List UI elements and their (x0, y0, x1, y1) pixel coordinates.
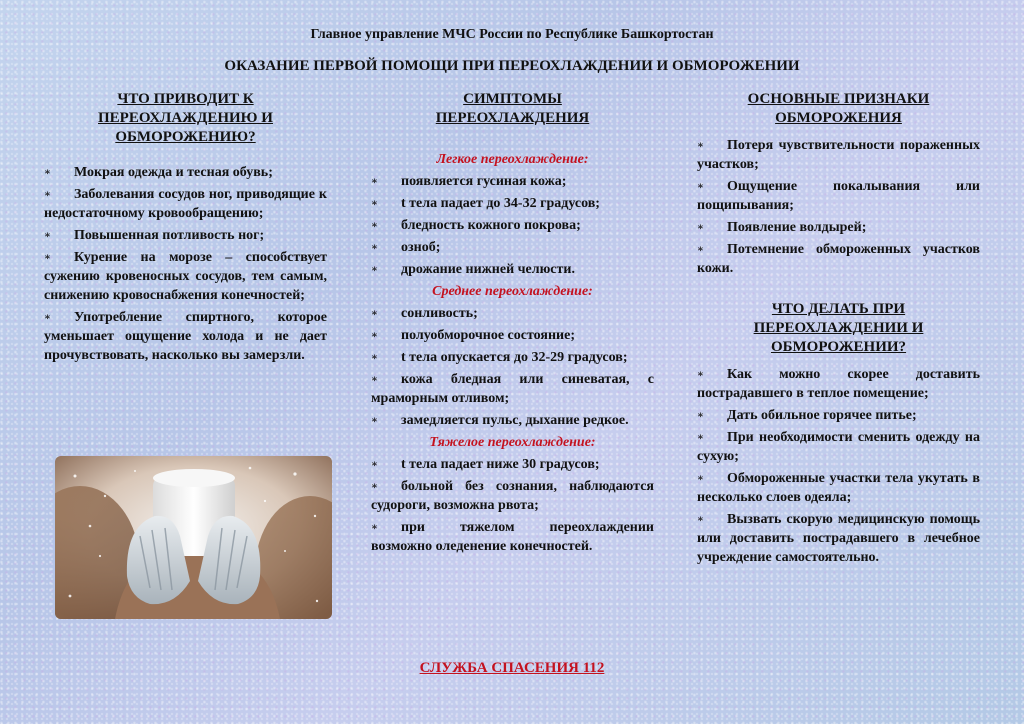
list-item (371, 260, 654, 279)
mild-symptoms-list (371, 172, 654, 279)
organization-title: Главное управление МЧС России по Республике Башкортостан (310, 27, 714, 42)
list-item-text: Вызвать скорую медицинскую помощь или доставить пострадавшего в лечебное учреждение самостоятельно. (697, 512, 980, 565)
list-item-text: сонливость; (401, 306, 478, 321)
list-item-text: при тяжелом переохлаждении возможно оледенение конечностей. (371, 520, 654, 554)
actions-list (697, 365, 980, 567)
asterisk-bullet-icon: ∗ (371, 415, 378, 426)
asterisk-bullet-icon: ∗ (697, 140, 704, 151)
list-item (44, 163, 327, 182)
list-item-text: t тела падает до 34-32 градусов; (401, 196, 600, 211)
asterisk-bullet-icon: ∗ (371, 176, 378, 187)
asterisk-bullet-icon: ∗ (44, 189, 51, 200)
asterisk-bullet-icon: ∗ (371, 220, 378, 231)
list-item (44, 308, 327, 365)
signs-heading: ОСНОВНЫЕ ПРИЗНАКИ ОБМОРОЖЕНИЯ (747, 91, 930, 126)
list-item (371, 326, 654, 345)
asterisk-bullet-icon: ∗ (697, 181, 704, 192)
list-item-text: Дать обильное горячее питье; (727, 408, 917, 423)
list-item-text: Повышенная потливость ног; (74, 228, 265, 243)
list-item-text: При необходимости сменить одежду на сухую; (697, 430, 980, 464)
list-item (697, 510, 980, 567)
asterisk-bullet-icon: ∗ (697, 222, 704, 233)
signs-list (697, 136, 980, 278)
list-item-text: Как можно скорее доставить пострадавшего в теплое помещение; (697, 367, 980, 401)
list-item (697, 406, 980, 425)
signs-and-actions-column (697, 90, 980, 570)
list-item (697, 218, 980, 237)
rescue-service-hotline: СЛУЖБА СПАСЕНИЯ 112 (419, 660, 605, 676)
asterisk-bullet-icon: ∗ (371, 242, 378, 253)
asterisk-bullet-icon: ∗ (371, 481, 378, 492)
causes-list (44, 163, 327, 365)
list-item (697, 136, 980, 174)
photo-illustration (55, 456, 332, 619)
list-item-text: Употребление спиртного, которое уменьшает ощущение холода и не дает прочувствовать, насколько вы замерзли. (44, 310, 327, 363)
list-item-text: Обмороженные участки тела укутать в несколько слоев одеяла; (697, 471, 980, 505)
list-item (371, 477, 654, 515)
asterisk-bullet-icon: ∗ (697, 410, 704, 421)
symptoms-heading: СИМПТОМЫ ПЕРЕОХЛАЖДЕНИЯ (435, 91, 590, 126)
asterisk-bullet-icon: ∗ (371, 330, 378, 341)
asterisk-bullet-icon: ∗ (697, 514, 704, 525)
list-item (371, 304, 654, 323)
severe-symptoms-list (371, 455, 654, 556)
list-item (371, 194, 654, 213)
list-item-text: Потеря чувствительности пораженных участков; (697, 138, 980, 172)
asterisk-bullet-icon: ∗ (697, 369, 704, 380)
asterisk-bullet-icon: ∗ (697, 244, 704, 255)
list-item (371, 455, 654, 474)
causes-heading: ЧТО ПРИВОДИТ К ПЕРЕОХЛАЖДЕНИЮ И ОБМОРОЖЕНИЮ? (98, 91, 273, 145)
causes-column (44, 90, 327, 368)
list-item (44, 248, 327, 305)
list-item-text: больной без сознания, наблюдаются судороги, возможна рвота; (371, 479, 654, 513)
list-item (371, 411, 654, 430)
asterisk-bullet-icon: ∗ (371, 352, 378, 363)
list-item-text: Потемнение обмороженных участков кожи. (697, 242, 980, 276)
list-item-text: бледность кожного покрова; (401, 218, 581, 233)
list-item-text: Появление волдырей; (727, 220, 867, 235)
list-item-text: Заболевания сосудов ног, приводящие к недостаточному кровообращению; (44, 187, 327, 221)
leaflet-title: ОКАЗАНИЕ ПЕРВОЙ ПОМОЩИ ПРИ ПЕРЕОХЛАЖДЕНИИ И ОБМОРОЖЕНИИ (224, 58, 800, 74)
symptoms-column (371, 90, 654, 559)
moderate-hypothermia-label: Среднее переохлаждение: (432, 284, 593, 299)
asterisk-bullet-icon: ∗ (371, 374, 378, 385)
list-item-text: кожа бледная или синеватая, с мраморным отливом; (371, 372, 654, 406)
list-item (697, 365, 980, 403)
list-item (371, 216, 654, 235)
mild-hypothermia-label: Легкое переохлаждение: (436, 152, 589, 167)
asterisk-bullet-icon: ∗ (697, 432, 704, 443)
asterisk-bullet-icon: ∗ (371, 308, 378, 319)
asterisk-bullet-icon: ∗ (371, 198, 378, 209)
list-item-text: дрожание нижней челюсти. (401, 262, 575, 277)
gloved-hands-holding-mug-image (55, 456, 332, 619)
list-item-text: Ощущение покалывания или пощипывания; (697, 179, 980, 213)
list-item-text: полуобморочное состояние; (401, 328, 575, 343)
list-item (697, 428, 980, 466)
asterisk-bullet-icon: ∗ (371, 522, 378, 533)
list-item-text: Мокрая одежда и тесная обувь; (74, 165, 273, 180)
list-item-text: t тела падает ниже 30 градусов; (401, 457, 600, 472)
moderate-symptoms-list (371, 304, 654, 430)
list-item (44, 185, 327, 223)
asterisk-bullet-icon: ∗ (371, 459, 378, 470)
list-item-text: озноб; (401, 240, 441, 255)
list-item (697, 240, 980, 278)
list-item (371, 518, 654, 556)
asterisk-bullet-icon: ∗ (44, 167, 51, 178)
list-item-text: замедляется пульс, дыхание редкое. (401, 413, 629, 428)
list-item (371, 238, 654, 257)
list-item (371, 348, 654, 367)
list-item-text: появляется гусиная кожа; (401, 174, 567, 189)
asterisk-bullet-icon: ∗ (44, 252, 51, 263)
asterisk-bullet-icon: ∗ (371, 264, 378, 275)
severe-hypothermia-label: Тяжелое переохлаждение: (429, 435, 596, 450)
asterisk-bullet-icon: ∗ (44, 312, 51, 323)
list-item-text: Курение на морозе – способствует сужению кровеносных сосудов, тем самым, снижению кровоснабжения конечностей; (44, 250, 327, 303)
list-item-text: t тела опускается до 32-29 градусов; (401, 350, 628, 365)
list-item (697, 177, 980, 215)
asterisk-bullet-icon: ∗ (697, 473, 704, 484)
list-item (697, 469, 980, 507)
actions-heading: ЧТО ДЕЛАТЬ ПРИ ПЕРЕОХЛАЖДЕНИИ И ОБМОРОЖЕНИИ? (753, 301, 924, 355)
asterisk-bullet-icon: ∗ (44, 230, 51, 241)
list-item (44, 226, 327, 245)
list-item (371, 172, 654, 191)
list-item (371, 370, 654, 408)
